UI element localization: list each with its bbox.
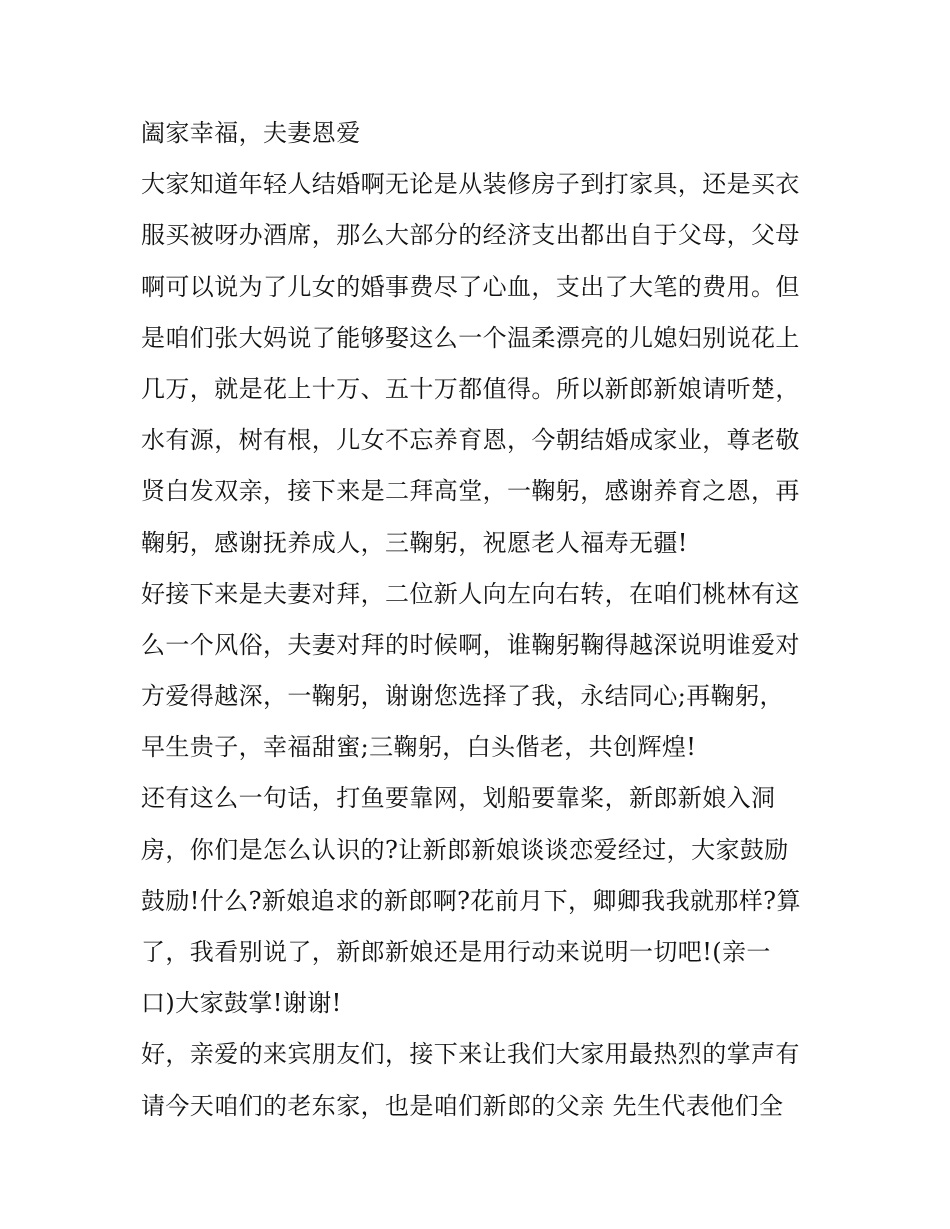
- text-line-9: 鞠躬，感谢抚养成人，三鞠躬，祝愿老人福寿无疆!: [141, 528, 688, 557]
- text-line-13: 早生贵子，幸福甜蜜;三鞠躬，白头偕老，共创辉煌!: [141, 733, 697, 762]
- text-line-6: 几万，就是花上十万、五十万都值得。所以新郎新娘请听楚，: [141, 374, 800, 403]
- text-line-3: 服买被呀办酒席，那么大部分的经济支出都出自于父母，父母: [141, 221, 800, 250]
- document-body: [141, 108, 821, 1132]
- text-line-17: 了，我看别说了，新郎新娘还是用行动来说明一切吧!(亲一: [141, 938, 771, 966]
- text-line-1: 阖家幸福，夫妻恩爱: [141, 119, 361, 147]
- text-line-5: 是咱们张大妈说了能够娶这么一个温柔漂亮的儿媳妇别说花上: [141, 323, 800, 352]
- text-line-20: 请今天咱们的老东家，也是咱们新郎的父亲 先生代表他们全: [141, 1091, 784, 1120]
- text-line-2: 大家知道年轻人结婚啊无论是从装修房子到打家具，还是买衣: [141, 170, 800, 199]
- text-line-18: 口)大家鼓掌!谢谢!: [141, 989, 342, 1018]
- text-line-8: 贤白发双亲，接下来是二拜高堂，一鞠躬，感谢养育之恩，再: [141, 477, 800, 506]
- text-line-19: 好，亲爱的来宾朋友们，接下来让我们大家用最热烈的掌声有: [141, 1040, 800, 1069]
- text-line-10: 好接下来是夫妻对拜，二位新人向左向右转，在咱们桃林有这: [141, 579, 800, 608]
- text-line-4: 啊可以说为了儿女的婚事费尽了心血，支出了大笔的费用。但: [141, 272, 800, 301]
- text-line-15: 房，你们是怎么认识的?让新郎新娘谈谈恋爱经过，大家鼓励: [141, 835, 789, 864]
- text-line-11: 么一个风俗，夫妻对拜的时候啊，谁鞠躬鞠得越深说明谁爱对: [141, 630, 800, 659]
- text-line-7: 水有源，树有根，儿女不忘养育恩，今朝结婚成家业，尊老敬: [141, 426, 800, 455]
- text-line-16: 鼓励!什么?新娘追求的新郎啊?花前月下，卿卿我我就那样?算: [141, 886, 801, 915]
- text-line-12: 方爱得越深，一鞠躬，谢谢您选择了我，永结同心;再鞠躬，: [141, 682, 784, 711]
- text-line-14: 还有这么一句话，打鱼要靠网，划船要靠桨，新郎新娘入洞: [141, 784, 776, 813]
